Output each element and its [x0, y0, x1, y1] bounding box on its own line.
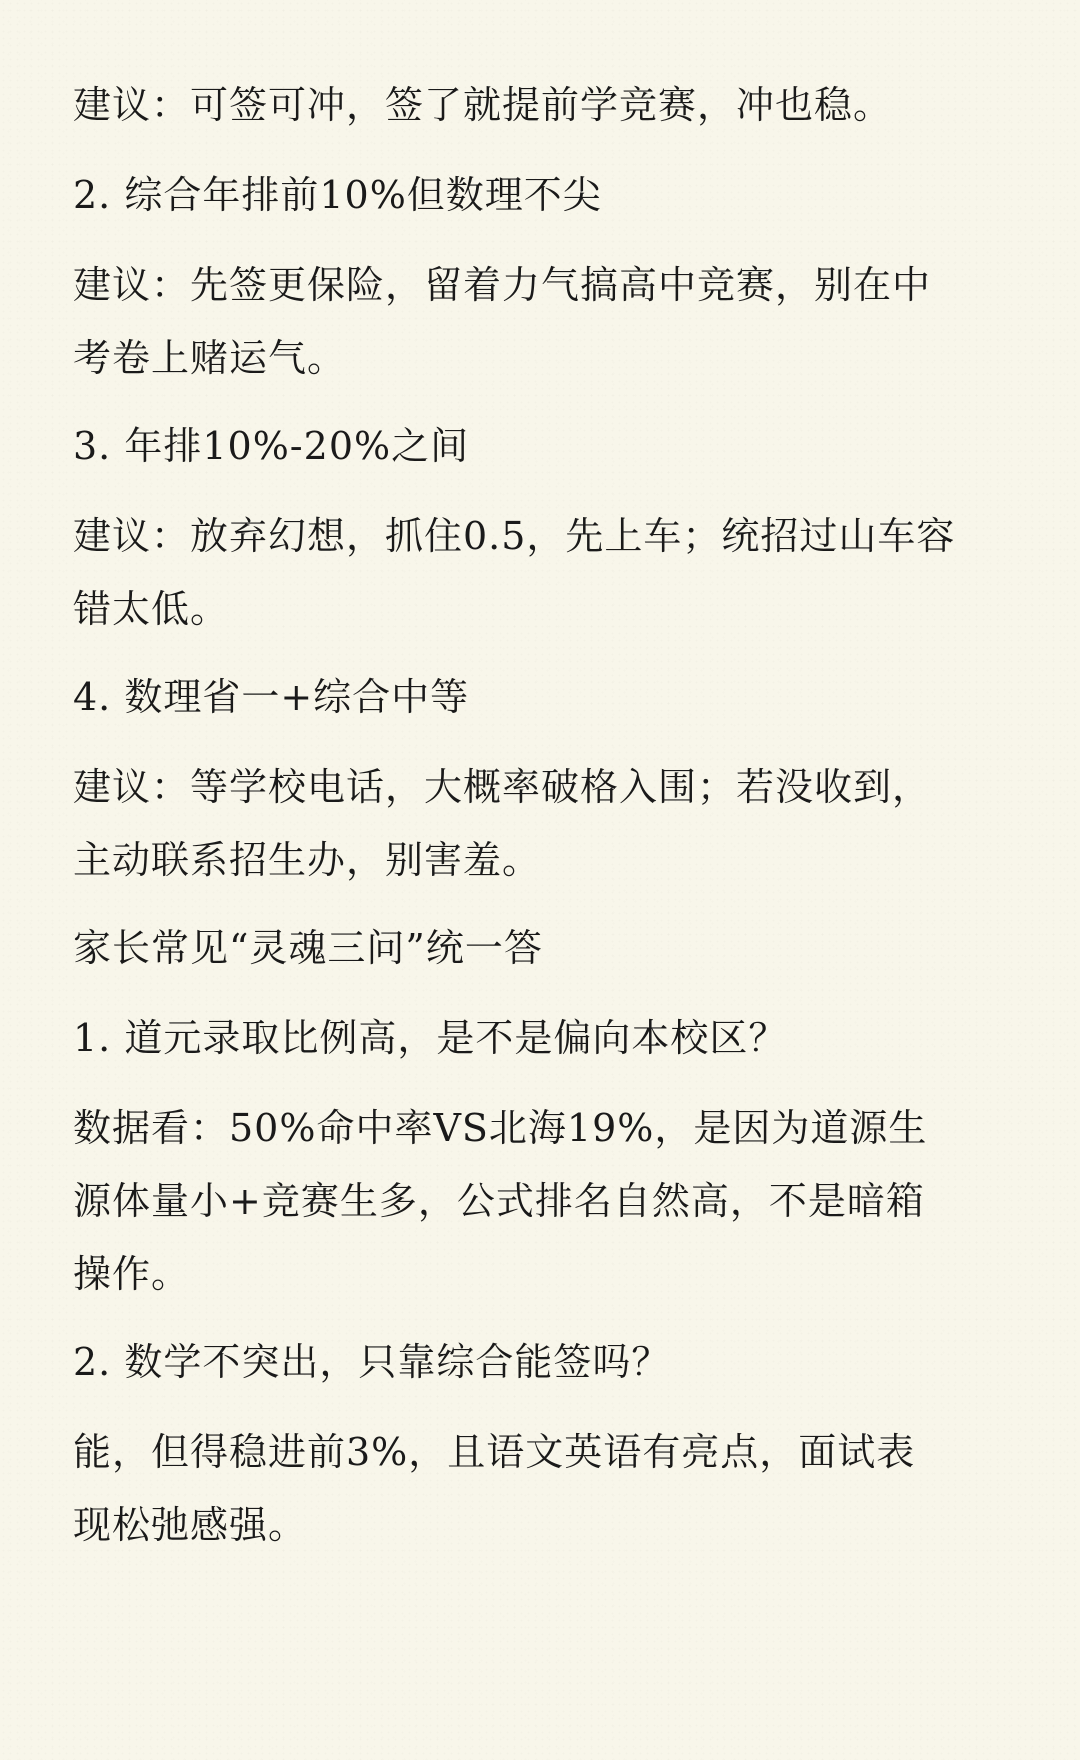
advice-line-4a: 建议：等学校电话，大概率破格入围；若没收到， — [73, 765, 932, 809]
advice-line-2a: 建议：先签更保险，留着力气搞高中竞赛，别在中 — [73, 263, 932, 307]
case-heading-4: 4. 数理省一+综合中等 — [73, 675, 470, 719]
faq-answer-1c: 操作。 — [73, 1252, 191, 1296]
section-heading-faq: 家长常见“灵魂三问”统一答 — [73, 926, 543, 970]
advice-line-2b: 考卷上赌运气。 — [73, 336, 347, 380]
advice-line-3b: 错太低。 — [73, 587, 230, 631]
advice-line-4b: 主动联系招生办，别害羞。 — [73, 838, 542, 882]
faq-answer-1a: 数据看：50%命中率VS北海19%，是因为道源生 — [73, 1106, 928, 1150]
faq-answer-1b: 源体量小+竞赛生多，公式排名自然高，不是暗箱 — [73, 1179, 925, 1223]
advice-line-1: 建议：可签可冲，签了就提前学竞赛，冲也稳。 — [73, 83, 893, 127]
case-heading-3: 3. 年排10%-20%之间 — [73, 424, 470, 468]
faq-answer-2a: 能，但得稳进前3%，且语文英语有亮点，面试表 — [73, 1430, 916, 1474]
advice-line-3a: 建议：放弃幻想，抓住0.5，先上车；统招过山车容 — [73, 514, 956, 558]
case-heading-2: 2. 综合年排前10%但数理不尖 — [73, 173, 602, 217]
faq-question-1: 1. 道元录取比例高，是不是偏向本校区？ — [73, 1016, 788, 1060]
faq-question-2: 2. 数学不突出，只靠综合能签吗？ — [73, 1340, 671, 1384]
faq-answer-2b: 现松弛感强。 — [73, 1503, 308, 1547]
